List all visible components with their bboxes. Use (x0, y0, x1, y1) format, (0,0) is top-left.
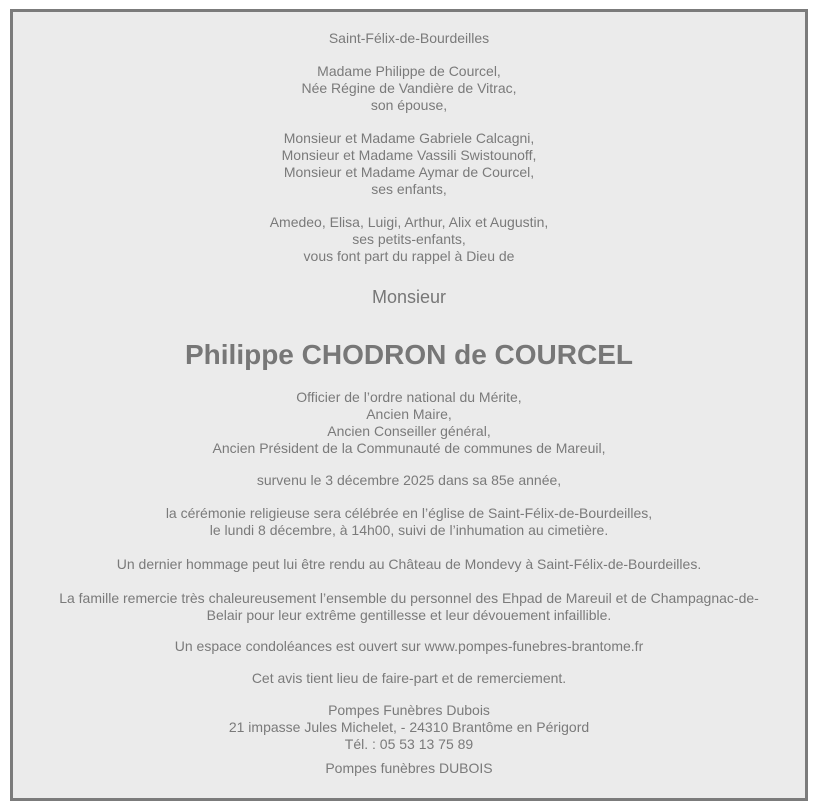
title-line: Officier de l’ordre national du Mérite, (296, 389, 522, 405)
spouse-line: Née Régine de Vandière de Vitrac, (301, 80, 517, 96)
death-line: survenu le 3 décembre 2025 dans sa 85e année, (256, 472, 562, 488)
grandchildren-block (13, 214, 805, 265)
children-line: Monsieur et Madame Aymar de Courcel, (283, 164, 535, 180)
notice-line: Cet avis tient lieu de faire-part et de remerciement. (251, 670, 567, 686)
signature-block (13, 760, 805, 777)
honorific: Monsieur (371, 287, 447, 307)
spouse-line: son épouse, (370, 97, 448, 113)
spouse-block (13, 63, 805, 114)
grandchildren-line: vous font part du rappel à Dieu de (303, 248, 515, 264)
obituary-notice (10, 9, 808, 801)
children-line: Monsieur et Madame Gabriele Calcagni, (283, 130, 535, 146)
children-block (13, 130, 805, 198)
ceremony-line: le lundi 8 décembre, à 14h00, suivi de l’inhumation au cimetière. (209, 522, 609, 538)
honorific-block (13, 287, 805, 307)
ceremony-line: la cérémonie religieuse sera célébrée en l’église de Saint-Félix-de-Bourdeilles, (165, 505, 653, 521)
death-block (13, 472, 805, 489)
tribute-block (13, 556, 805, 573)
location-text: Saint-Félix-de-Bourdeilles (328, 30, 490, 46)
thanks-line: La famille remercie très chaleureusement l’ensemble du personnel des Ehpad de Mareuil et de Champagnac-de- (59, 590, 759, 606)
titles-block (13, 389, 805, 457)
ceremony-block (13, 505, 805, 539)
notice-block (13, 670, 805, 687)
funeral-home-name: Pompes Funèbres Dubois (328, 702, 490, 718)
title-line: Ancien Conseiller général, (327, 423, 491, 439)
thanks-block (13, 590, 805, 624)
children-line: ses enfants, (371, 181, 447, 197)
title-line: Ancien Président de la Communauté de communes de Mareuil, (212, 440, 606, 456)
condolences-block (13, 638, 805, 655)
deceased-name: Philippe CHODRON de COURCEL (184, 339, 633, 370)
funeral-home-address: 21 impasse Jules Michelet, - 24310 Brantôme en Périgord (228, 719, 590, 735)
name-block (13, 339, 805, 371)
grandchildren-line: Amedeo, Elisa, Luigi, Arthur, Alix et Augustin, (269, 214, 549, 230)
funeral-home-phone: Tél. : 05 53 13 75 89 (344, 736, 474, 752)
thanks-line: Belair pour leur extrême gentillesse et leur dévouement infaillible. (206, 607, 612, 623)
spouse-line: Madame Philippe de Courcel, (317, 63, 501, 79)
children-line: Monsieur et Madame Vassili Swistounoff, (281, 147, 537, 163)
condolences-line: Un espace condoléances est ouvert sur www.pompes-funebres-brantome.fr (174, 638, 644, 654)
grandchildren-line: ses petits-enfants, (352, 231, 466, 247)
tribute-line: Un dernier hommage peut lui être rendu au Château de Mondevy à Saint-Félix-de-Bourdeilles. (116, 556, 702, 572)
signature: Pompes funèbres DUBOIS (325, 760, 493, 776)
funeral-home-block (13, 702, 805, 753)
title-line: Ancien Maire, (366, 406, 452, 422)
location-line (13, 30, 805, 47)
